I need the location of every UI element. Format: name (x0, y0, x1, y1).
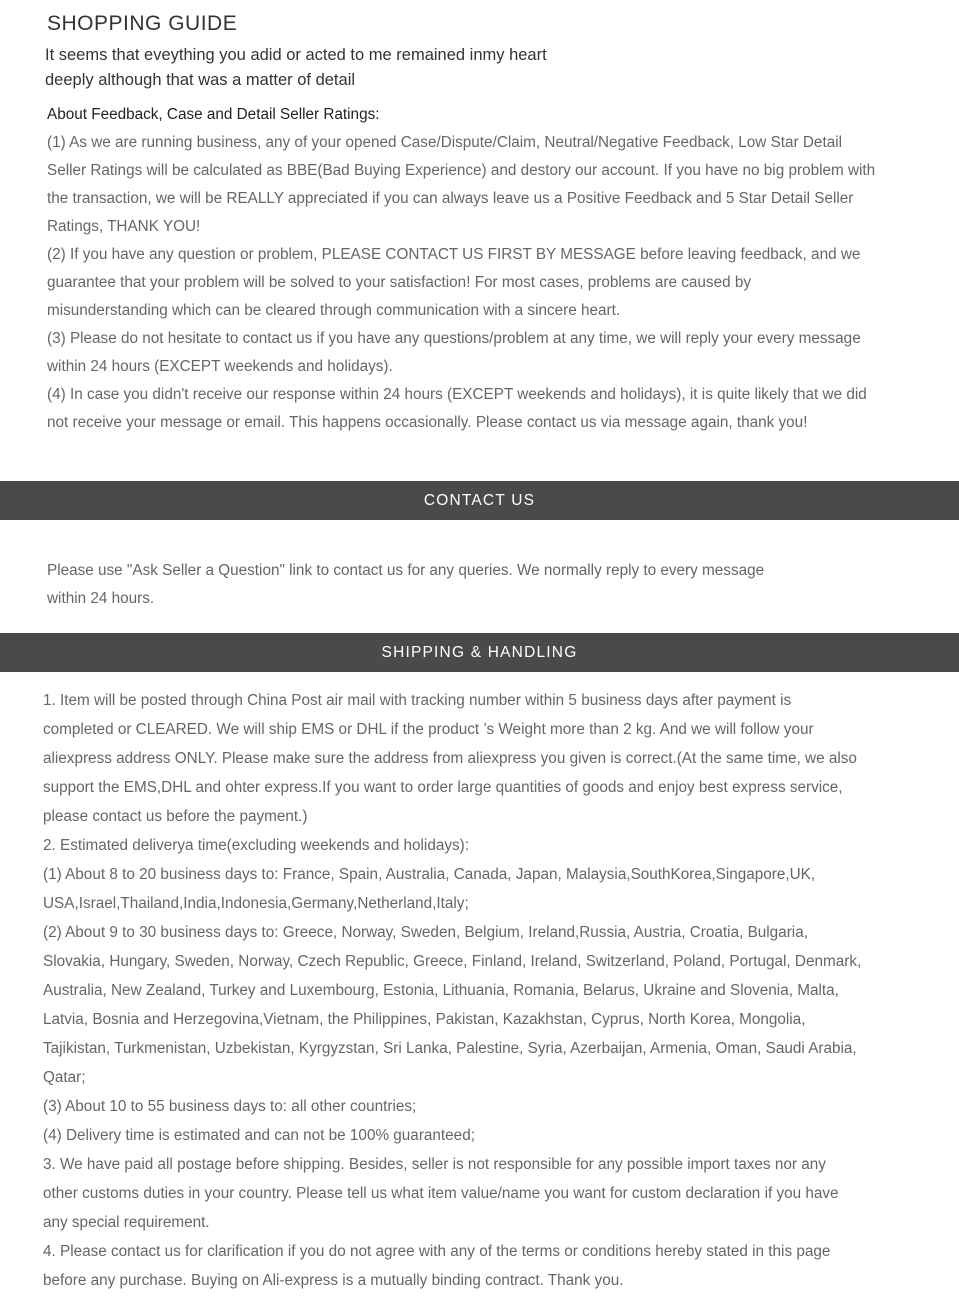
shipping-handling-header: SHIPPING & HANDLING (0, 633, 959, 672)
feedback-line: not receive your message or email. This happens occasionally. Please contact us via message again, thank you! (47, 414, 808, 431)
feedback-section (47, 101, 917, 437)
shipping-line: 4. Please contact us for clarification if you do not agree with any of the terms or conditions hereby stated in this page (43, 1243, 831, 1260)
contact-line: within 24 hours. (47, 590, 155, 607)
shipping-line: please contact us before the payment.) (43, 808, 308, 825)
shipping-line: (3) About 10 to 55 business days to: all other countries; (43, 1098, 417, 1115)
shipping-line: Latvia, Bosnia and Herzegovina,Vietnam, the Philippines, Pakistan, Kazakhstan, Cyprus, North Korea, Mongolia, (43, 1011, 806, 1028)
feedback-line: the transaction, we will be REALLY appreciated if you can always leave us a Positive Feedback and 5 Star Detail Seller (47, 190, 854, 207)
feedback-line: Seller Ratings will be calculated as BBE(Bad Buying Experience) and destory our account. If you have no big problem with (47, 162, 876, 179)
contact-text (47, 557, 927, 613)
shipping-line: aliexpress address ONLY. Please make sure the address from aliexpress you given is correct.(At the same time, we also (43, 750, 857, 767)
feedback-line: Ratings, THANK YOU! (47, 218, 201, 235)
shipping-line: completed or CLEARED. We will ship EMS or DHL if the product ’s Weight more than 2 kg. And we will follow your (43, 721, 814, 738)
contact-us-header: CONTACT US (0, 481, 959, 520)
shipping-line: 2. Estimated deliverya time(excluding weekends and holidays): (43, 837, 469, 854)
feedback-line: (3) Please do not hesitate to contact us if you have any questions/problem at any time, we will reply your every message (47, 330, 861, 347)
shipping-line: (2) About 9 to 30 business days to: Greece, Norway, Sweden, Belgium, Ireland,Russia, Austria, Croatia, Bulgaria, (43, 924, 808, 941)
intro-line: It seems that eveything you adid or acted to me remained inmy heart (45, 46, 547, 64)
feedback-line: within 24 hours (EXCEPT weekends and holidays). (47, 358, 393, 375)
shipping-line: USA,Israel,Thailand,India,Indonesia,Germany,Netherland,Italy; (43, 895, 469, 912)
feedback-line: (2) If you have any question or problem, PLEASE CONTACT US FIRST BY MESSAGE before leaving feedback, and we (47, 246, 861, 263)
shipping-line: support the EMS,DHL and ohter express.If you want to order large quantities of goods and enjoy best express service, (43, 779, 843, 796)
shipping-section (43, 686, 923, 1295)
page-title: SHOPPING GUIDE (47, 12, 238, 35)
intro-line: deeply although that was a matter of detail (45, 71, 356, 89)
shipping-line: Qatar; (43, 1069, 86, 1086)
shipping-line: (1) About 8 to 20 business days to: France, Spain, Australia, Canada, Japan, Malaysia,SouthKorea,Singapore,UK, (43, 866, 816, 883)
shipping-line: (4) Delivery time is estimated and can not be 100% guaranteed; (43, 1127, 475, 1144)
shipping-line: before any purchase. Buying on Ali-express is a mutually binding contract. Thank you. (43, 1272, 624, 1289)
contact-line: Please use "Ask Seller a Question" link to contact us for any queries. We normally reply to every message (47, 562, 765, 579)
shipping-line: other customs duties in your country. Please tell us what item value/name you want for custom declaration if you have (43, 1185, 839, 1202)
feedback-line: misunderstanding which can be cleared through communication with a sincere heart. (47, 302, 621, 319)
shipping-line: 1. Item will be posted through China Post air mail with tracking number within 5 business days after payment is (43, 692, 792, 709)
feedback-line: (1) As we are running business, any of your opened Case/Dispute/Claim, Neutral/Negative Feedback, Low Star Detail (47, 134, 842, 151)
intro-text (45, 43, 925, 93)
shipping-line: Australia, New Zealand, Turkey and Luxembourg, Estonia, Lithuania, Romania, Belarus, Ukraine and Slovenia, Malta, (43, 982, 839, 999)
feedback-line: (4) In case you didn't receive our response within 24 hours (EXCEPT weekends and holidays), it is quite likely that we did (47, 386, 867, 403)
shipping-line: 3. We have paid all postage before shipping. Besides, seller is not responsible for any possible import taxes nor any (43, 1156, 826, 1173)
shipping-line: Tajikistan, Turkmenistan, Uzbekistan, Kyrgyzstan, Sri Lanka, Palestine, Syria, Azerbaijan, Armenia, Oman, Saudi Arabia, (43, 1040, 857, 1057)
shipping-line: Slovakia, Hungary, Sweden, Norway, Czech Republic, Greece, Finland, Ireland, Switzerland, Poland, Portugal, Denmark, (43, 953, 862, 970)
shipping-line: any special requirement. (43, 1214, 210, 1231)
feedback-line: guarantee that your problem will be solved to your satisfaction! For most cases, problems are caused by (47, 274, 752, 291)
feedback-heading: About Feedback, Case and Detail Seller Ratings: (47, 106, 380, 123)
